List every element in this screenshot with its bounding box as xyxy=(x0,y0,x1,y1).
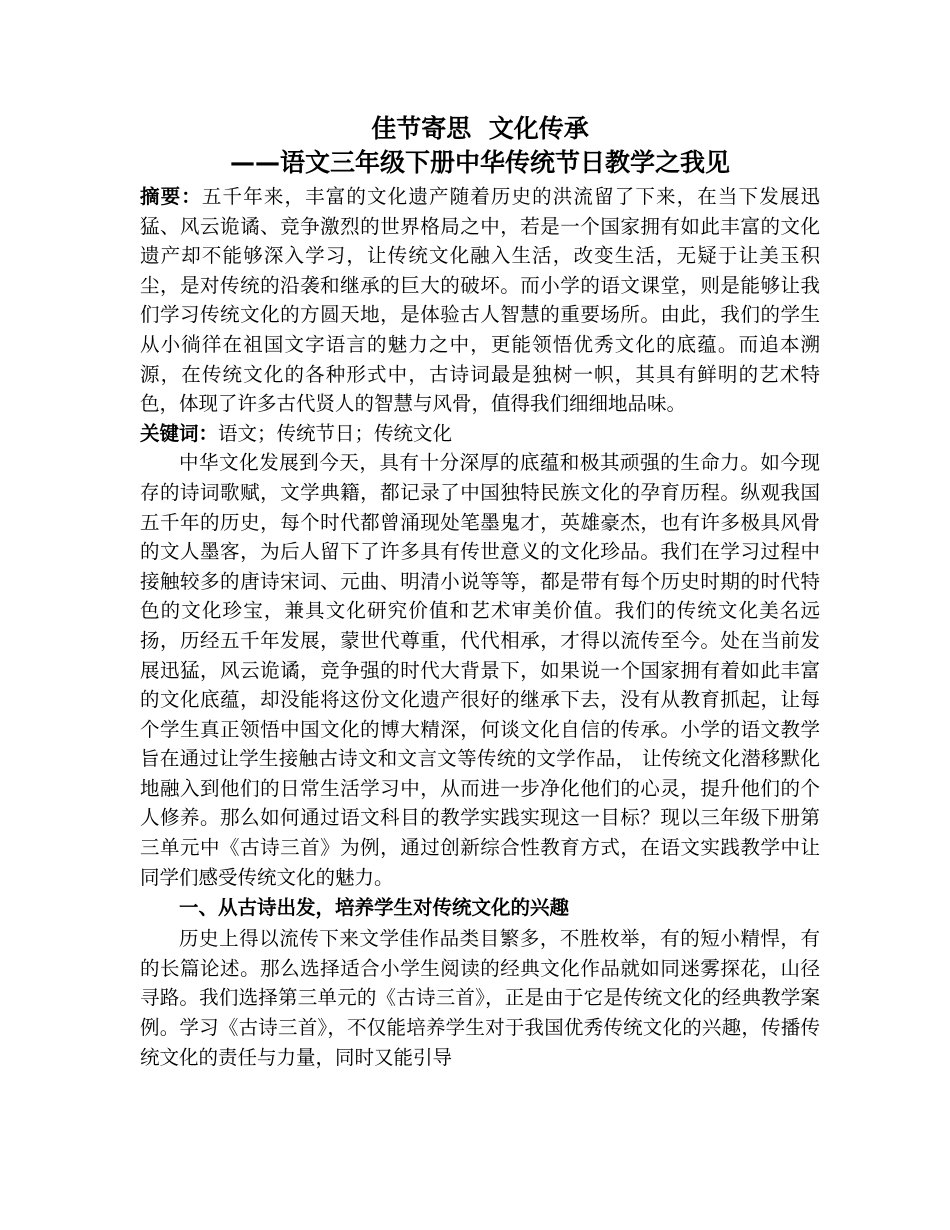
paper-title: 佳节寄思 文化传承 xyxy=(371,114,589,143)
section-heading-1: 一、从古诗出发，培养学生对传统文化的兴趣 xyxy=(179,896,570,920)
document-page xyxy=(140,112,820,1072)
abstract-paragraph xyxy=(140,182,820,419)
keywords-text: 语文；传统节日；传统文化 xyxy=(218,421,453,445)
abstract-label: 摘要： xyxy=(140,185,202,208)
keywords-label: 关键词： xyxy=(140,421,219,445)
keywords-paragraph xyxy=(140,419,820,449)
abstract-text: 五千年来，丰富的文化遗产随着历史的洪流留了下来，在当下发展迅猛、风云诡谲、竞争激烈的世界格局之中，若是一个国家拥有如此丰富的文化遗产却不能够深入学习，让传统文化融入生活，改变生活，无疑于让美玉积尘，是对传统的沿袭和继承的巨大的破坏。而小学的语文课堂，则是能够让我们学习传统文化的方圆天地，是体验古人智慧的重要场所。由此，我们的学生从小徜徉在祖国文字语言的魅力之中，更能领悟优秀文化的底蕴。而追本溯源，在传统文化的各种形式中，古诗词最是独树一帜，其具有鲜明的艺术特色，体现了许多古代贤人的智慧与风骨，值得我们细细地品味。 xyxy=(140,185,820,416)
intro-paragraph: 中华文化发展到今天，具有十分深厚的底蕴和极其顽强的生命力。如今现存的诗词歌赋，文学典籍，都记录了中国独特民族文化的孕育历程。纵观我国五千年的历史，每个时代都曾涌现处笔墨鬼才，英雄豪杰，也有许多极具风骨的文人墨客，为后人留下了许多具有传世意义的文化珍品。我们在学习过程中接触较多的唐诗宋词、元曲、明清小说等等，都是带有每个历史时期的时代特色的文化珍宝，兼具文化研究价值和艺术审美价值。我们的传统文化美名远扬，历经五千年发展，蒙世代尊重，代代相承，才得以流传至今。处在当前发展迅猛，风云诡谲，竞争强的时代大背景下，如果说一个国家拥有着如此丰富的文化底蕴，却没能将这份文化遗产很好的继承下去，没有从教育抓起，让每个学生真正领悟中国文化的博大精深，何谈文化自信的传承。小学的语文教学旨在通过让学生接触古诗文和文言文等传统的文学作品， 让传统文化潜移默化地融入到他们的日常生活学习中，从而进一步净化他们的心灵，提升他们的个人修养。那么如何通过语文科目的教学实践实现这一目标？现以三年级下册第三单元中《古诗三首》为例，通过创新综合性教育方式，在语文实践教学中让同学们感受传统文化的魅力。 xyxy=(140,451,820,889)
section-1-paragraph: 历史上得以流传下来文学佳作品类目繁多，不胜枚举，有的短小精悍，有的长篇论述。那么选择适合小学生阅读的经典文化作品就如同迷雾探花，山径寻路。我们选择第三单元的《古诗三首》，正是由于它是传统文化的经典教学案例。学习《古诗三首》，不仅能培养学生对于我国优秀传统文化的兴趣，传播传统文化的责任与力量，同时又能引导 xyxy=(140,927,820,1069)
paper-subtitle: ——语文三年级下册中华传统节日教学之我见 xyxy=(229,148,730,177)
